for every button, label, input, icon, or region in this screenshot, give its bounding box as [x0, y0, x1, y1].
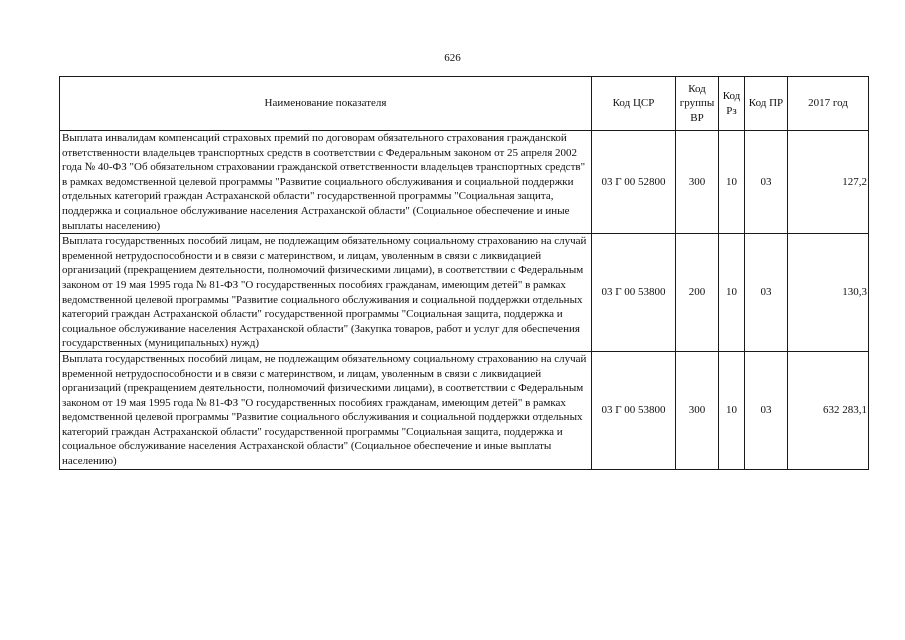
table-row	[60, 234, 869, 352]
header-csr: Код ЦСР	[592, 77, 676, 131]
row-vr: 200	[676, 234, 719, 352]
row-amount: 130,3	[788, 234, 869, 352]
row-pr: 03	[745, 351, 788, 469]
header-row	[60, 77, 869, 131]
row-rz: 10	[719, 131, 745, 234]
row-csr: 03 Г 00 53800	[592, 351, 676, 469]
header-name: Наименование показателя	[60, 77, 592, 131]
header-pr: Код ПР	[745, 77, 788, 131]
table-row	[60, 131, 869, 234]
budget-table	[59, 76, 869, 470]
header-vr: Код группы ВР	[676, 77, 719, 131]
row-amount: 127,2	[788, 131, 869, 234]
row-pr: 03	[745, 131, 788, 234]
row-rz: 10	[719, 234, 745, 352]
header-year: 2017 год	[788, 77, 869, 131]
table-row	[60, 351, 869, 469]
row-vr: 300	[676, 351, 719, 469]
row-csr: 03 Г 00 53800	[592, 234, 676, 352]
table-body	[60, 131, 869, 470]
row-pr: 03	[745, 234, 788, 352]
row-rz: 10	[719, 351, 745, 469]
row-amount: 632 283,1	[788, 351, 869, 469]
table-header	[60, 77, 869, 131]
row-csr: 03 Г 00 52800	[592, 131, 676, 234]
page-number: 626	[444, 52, 461, 64]
header-rz: Код Рз	[719, 77, 745, 131]
row-name: Выплата государственных пособий лицам, не подлежащим обязательному социальному страхованию на случай временной нетрудоспособности и в связи с материнством, и лицам, уволенным в связи с ликвидацией организаций (прекращением деятельности, полномочий физическими лицами), в соответствии с Федеральным законом от 19 мая 1995 года № 81-ФЗ "О государственных пособиях гражданам, имеющим детей" в рамках ведомственной целевой программы "Развитие социального обслуживания и социальной поддержки отдельных категорий граждан Астраханской области" государственной программы "Социальная защита, поддержка и социальное обслуживание населения Астраханской области" (Закупка товаров, работ и услуг для обеспечения государственных (муниципальных) нужд)	[60, 234, 592, 352]
row-name: Выплата государственных пособий лицам, не подлежащим обязательному социальному страхованию на случай временной нетрудоспособности и в связи с материнством, и лицам, уволенным в связи с ликвидацией организаций (прекращением деятельности, полномочий физическими лицами), в соответствии с Федеральным законом от 19 мая 1995 года № 81-ФЗ "О государственных пособиях гражданам, имеющим детей" в рамках ведомственной целевой программы "Развитие социального обслуживания и социальной поддержки отдельных категорий граждан Астраханской области" государственной программы "Социальная защита, поддержка и социальное обслуживание населения Астраханской области" (Социальное обеспечение и иные выплаты населению)	[60, 351, 592, 469]
row-name: Выплата инвалидам компенсаций страховых премий по договорам обязательного страхования гражданской ответственности владельцев транспортных средств в соответствии с Федеральным законом от 25 апреля 2002 года № 40-ФЗ "Об обязательном страховании гражданской ответственности владельцев транспортных средств" в рамках ведомственной целевой программы "Развитие социального обслуживания и социальной поддержки отдельных категорий граждан Астраханской области" государственной программы "Социальная защита, поддержка и социальное обслуживание населения Астраханской области" (Социальное обеспечение и иные выплаты населению)	[60, 131, 592, 234]
row-vr: 300	[676, 131, 719, 234]
